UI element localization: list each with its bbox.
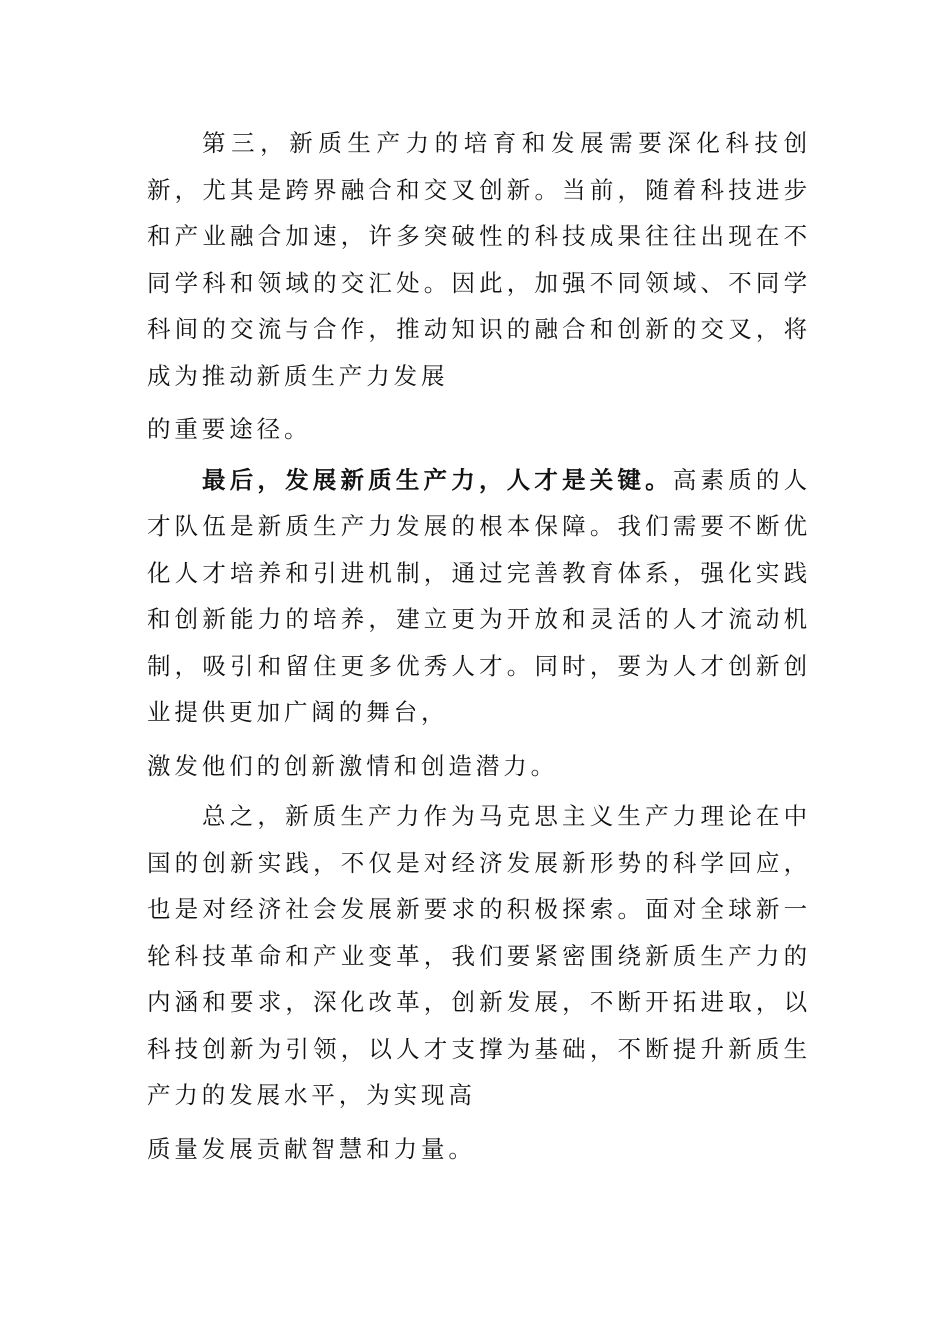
paragraph-last-line: 的重要途径。 bbox=[147, 415, 312, 443]
paragraph-last-line: 质量发展贡献智慧和力量。 bbox=[147, 1134, 476, 1163]
body-text bbox=[147, 120, 811, 1172]
paragraph-last-line: 激发他们的创新激情和创造潜力。 bbox=[147, 751, 558, 780]
paragraph-conclusion bbox=[147, 793, 811, 1172]
paragraph-text: 总之，新质生产力作为马克思主义生产力理论在中国的创新实践，不仅是对经济发展新形势的科学回应，也是对经济社会发展新要求的积极探索。面对全球新一轮科技革命和产业变革，我们要紧密围绕新质生产力的内涵和要求，深化改革，创新发展，不断开拓进取，以科技创新为引领，以人才支撑为基础，不断提升新质生产力的发展水平，为实现高 bbox=[147, 802, 811, 1109]
paragraph-science-innovation bbox=[147, 120, 811, 453]
paragraph-text: 第三，新质生产力的培育和发展需要深化科技创新，尤其是跨界融合和交叉创新。当前，随着科技进步和产业融合加速，许多突破性的科技成果往往出现在不同学科和领域的交汇处。因此，加强不同领域、不同学科间的交流与合作，推动知识的融合和创新的交叉，将成为推动新质生产力发展 bbox=[147, 129, 811, 390]
bold-lead-sentence: 最后，发展新质生产力，人才是关键。 bbox=[202, 465, 673, 494]
paragraph-talent bbox=[147, 457, 811, 790]
paragraph-text: 高素质的人才队伍是新质生产力发展的根本保障。我们需要不断优化人才培养和引进机制，通过完善教育体系，强化实践和创新能力的培养，建立更为开放和灵活的人才流动机制，吸引和留住更多优秀人才。同时，要为人才创新创业提供更加广阔的舞台， bbox=[147, 465, 811, 726]
